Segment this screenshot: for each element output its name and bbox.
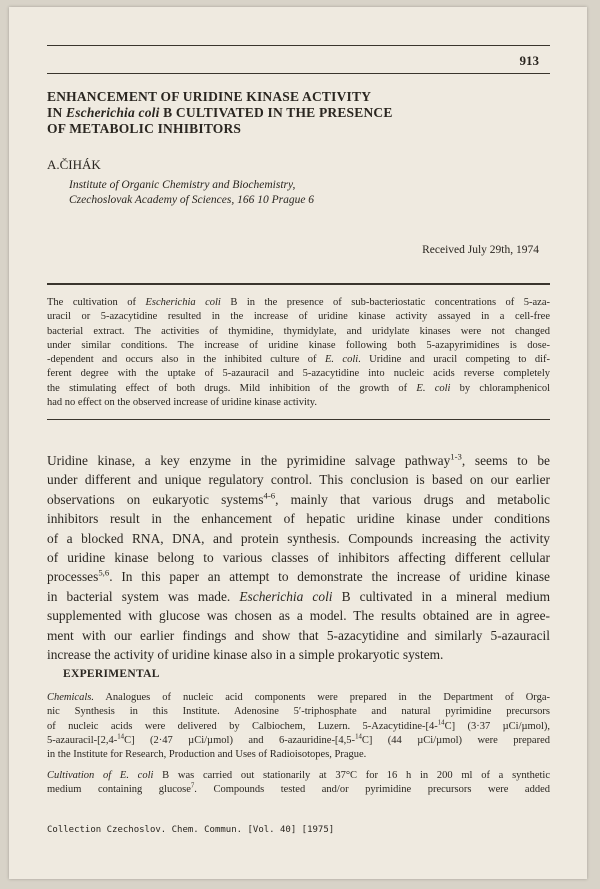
introduction-text: Uridine kinase, a key enzyme in the pyrimidine salvage pathway$^{1-3}$, seems to be under different and unique regulatory control. This conclusion is based on our earlier observations on eukaryotic systems$^{4-6}$, mainly that various drugs and metabolic inhibitors result in the enhancement of hepatic uridine kinase under conditions of a blocked RNA, DNA, and protein synthesis. Compounds increasing the activity of uridine kinase belong to various classes of inhibitors affecting different cellular processes$^{5,6}$. In this paper an attempt to demonstrate the increase of uridine kinase in bacterial system was made. Escherichia coli B cultivated in a mineral medium supplemented with glucose was chosen as a model. The results obtained are in agree- ment with our earlier findings and show that 5-azacytidine and similarly 5-azauracil increase the activity of uridine kinase also in a simple prokaryotic system. xyxy=(47,451,550,663)
title-line: ENHANCEMENT OF URIDINE KINASE ACTIVITY xyxy=(47,89,372,104)
abstract-bottom-rule xyxy=(47,419,550,420)
journal-footer: Collection Czechoslov. Chem. Commun. [Vol. 40] [1975] xyxy=(47,825,335,835)
article-title xyxy=(47,89,517,137)
section-heading: EXPERIMENTAL xyxy=(63,668,160,680)
abstract-top-rule xyxy=(47,283,550,285)
header-rule xyxy=(47,45,550,46)
title-line: IN Escherichia coli B CULTIVATED IN THE PRESENCE xyxy=(47,105,393,120)
journal-page xyxy=(9,7,587,879)
abstract: The cultivation of Escherichia coli B in the presence of sub-bacteriostatic concentrations of 5-aza- uracil or 5-azacytidine resulted in the increase of uridine kinase activity assayed in a cell-free bacterial extract. The activities of thymidine, thymidylate, and uridylate kinases were not changed under similar conditions. The increase of uridine kinase following both 5-azapyrimidines is dose- -dependent and occurs also in the inhibited culture of E. coli. Uridine and uracil competing to dif- ferent degree with the uptake of 5-azauracil and 5-azacytidine into nucleic acids reverse completely the stimulating effect of both drugs. Mild inhibition of the growth of E. coli by chloramphenicol had no effect on the observed increase of uridine kinase activity. xyxy=(47,297,550,409)
page-number: 913 xyxy=(519,53,539,68)
author: A.ČIHÁK xyxy=(47,157,101,172)
title-rule xyxy=(47,73,550,74)
received-date: Received July 29th, 1974 xyxy=(422,244,539,256)
affiliation: Institute of Organic Chemistry and Biochemistry, Czechoslovak Academy of Sciences, 166 10 Prague 6 xyxy=(69,179,315,206)
title-line: OF METABOLIC INHIBITORS xyxy=(47,121,242,136)
cultivation-paragraph: Cultivation of E. coli B was carried out stationarily at 37°C for 16 h in 200 ml of a synthetic medium containing glucose$^7$. Compounds tested and/or pyrimidine precursors were added xyxy=(47,770,550,796)
chemicals-paragraph: Chemicals. Analogues of nucleic acid components were prepared in the Department of Orga- nic Synthesis in this Institute. Adenosine 5′-triphosphate and natural pyrimidine precursors of nucleic acids were delivered by Calbiochem, Luzern. 5-Azacytidine-[4-$^{14}$C] (3·37 µCi/µmol), 5-azauracil-[2,4-$^{14}$C] (2·47 µCi/µmol) and 6-azauridine-[4,5-$^{14}$C] (44 µCi/µmol) were prepared in the Institute for Research, Production and Uses of Radioisotopes, Prague. xyxy=(47,692,551,761)
